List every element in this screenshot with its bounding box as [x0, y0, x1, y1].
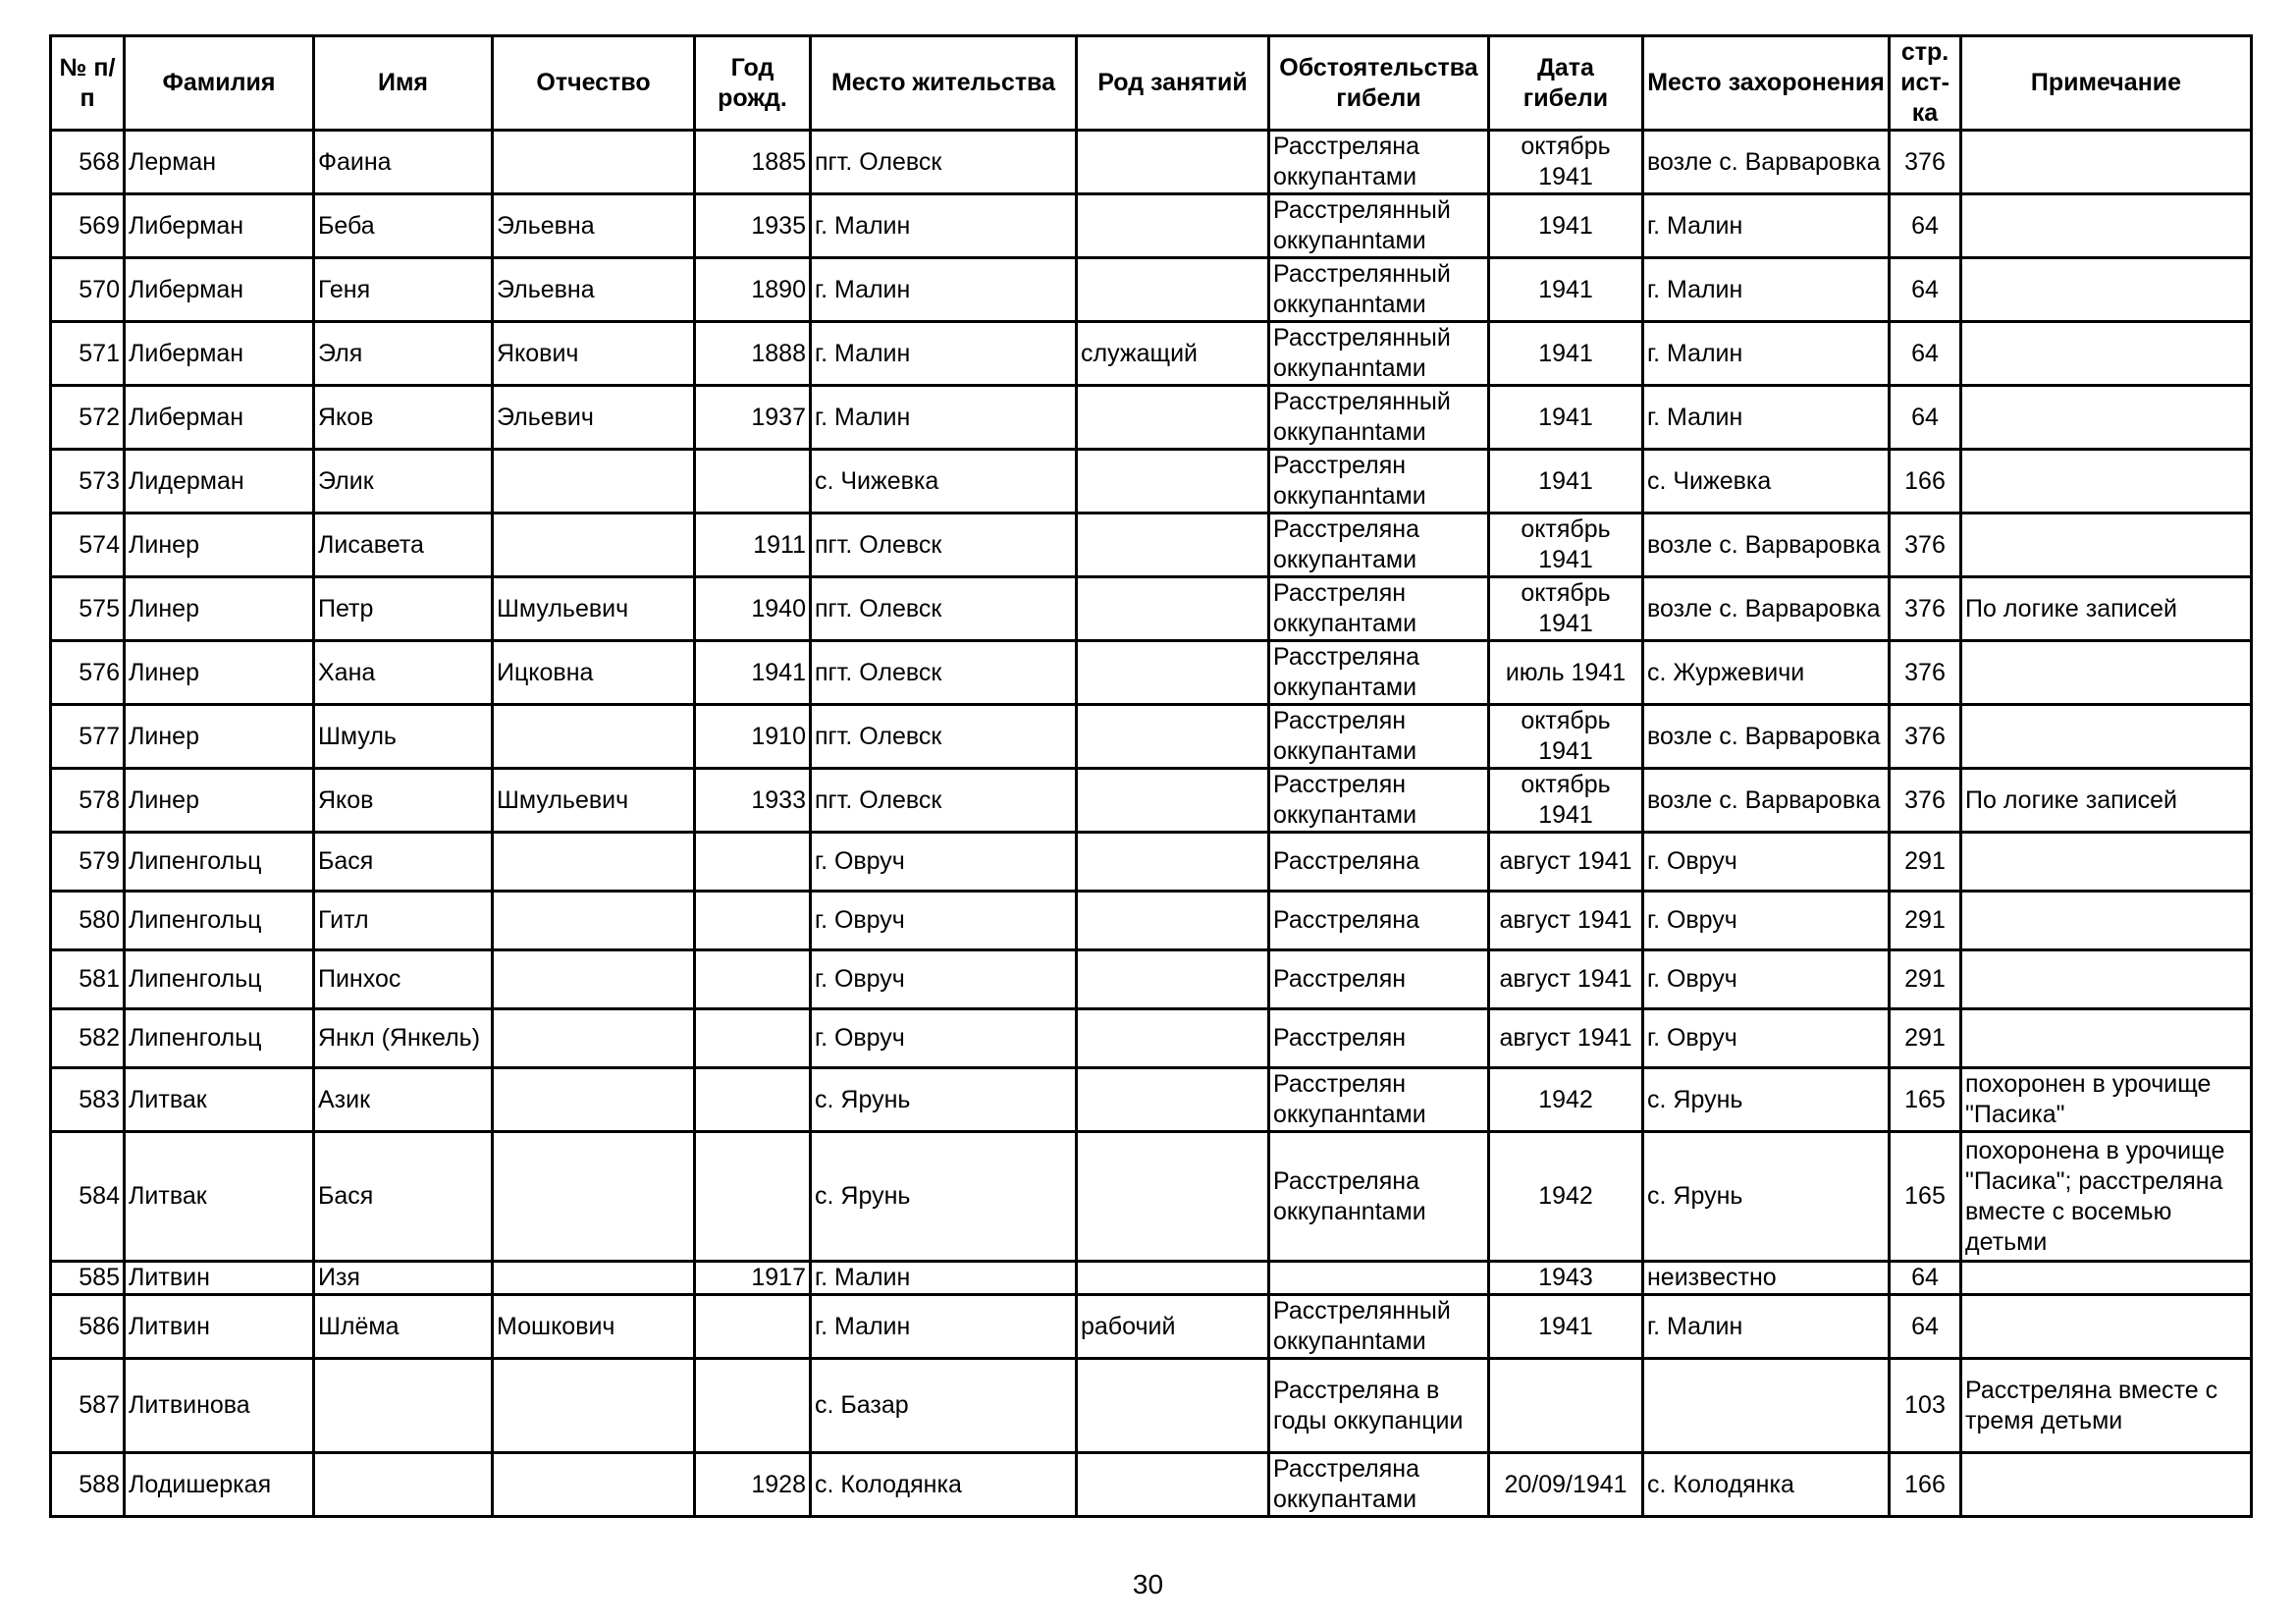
- table-row: [51, 322, 2252, 386]
- cell-circumstances: Расстреляна оккупанntами: [1269, 1132, 1489, 1262]
- cell-note: Расстреляна вместе с тремя детьми: [1961, 1359, 2252, 1453]
- table-row: [51, 577, 2252, 641]
- cell-date: 1941: [1489, 258, 1643, 322]
- cell-residence: пгт. Олевск: [811, 705, 1077, 769]
- table-row: [51, 705, 2252, 769]
- cell-date: октябрь 1941: [1489, 705, 1643, 769]
- cell-circumstances: Расстрелян оккупанntами: [1269, 1068, 1489, 1132]
- cell-note: [1961, 131, 2252, 194]
- cell-residence: г. Овруч: [811, 833, 1077, 892]
- cell-patronymic: Ицковна: [493, 641, 695, 705]
- cell-occupation: [1077, 1068, 1269, 1132]
- cell-occupation: [1077, 641, 1269, 705]
- cell-patronymic: [493, 950, 695, 1009]
- cell-name: Изя: [314, 1262, 493, 1295]
- header-burial: Место захоронения: [1643, 36, 1890, 131]
- cell-name: Беба: [314, 194, 493, 258]
- cell-circumstances: Расстрелянный оккупанntами: [1269, 1295, 1489, 1359]
- cell-num: 579: [51, 833, 125, 892]
- cell-surname: Литвак: [125, 1068, 314, 1132]
- cell-name: Элик: [314, 450, 493, 514]
- cell-occupation: [1077, 892, 1269, 950]
- cell-burial: неизвестно: [1643, 1262, 1890, 1295]
- cell-source-page: 376: [1890, 577, 1961, 641]
- cell-burial: возле с. Варваровка: [1643, 769, 1890, 833]
- cell-residence: пгт. Олевск: [811, 514, 1077, 577]
- cell-num: 569: [51, 194, 125, 258]
- table-row: [51, 1359, 2252, 1453]
- cell-year: 1940: [695, 577, 811, 641]
- cell-patronymic: [493, 1262, 695, 1295]
- cell-residence: пгт. Олевск: [811, 769, 1077, 833]
- cell-patronymic: [493, 1009, 695, 1068]
- table-row: [51, 769, 2252, 833]
- cell-residence: с. Базар: [811, 1359, 1077, 1453]
- table-row: [51, 1132, 2252, 1262]
- cell-patronymic: [493, 705, 695, 769]
- cell-note: [1961, 833, 2252, 892]
- table-row: [51, 514, 2252, 577]
- cell-patronymic: [493, 833, 695, 892]
- cell-name: Шлёма: [314, 1295, 493, 1359]
- cell-residence: пгт. Олевск: [811, 641, 1077, 705]
- cell-year: [695, 1068, 811, 1132]
- cell-year: 1937: [695, 386, 811, 450]
- header-circumstances: Обстоятельства гибели: [1269, 36, 1489, 131]
- cell-source-page: 103: [1890, 1359, 1961, 1453]
- cell-occupation: [1077, 450, 1269, 514]
- cell-name: Шмуль: [314, 705, 493, 769]
- table-row: [51, 1453, 2252, 1517]
- cell-note: [1961, 322, 2252, 386]
- cell-residence: с. Ярунь: [811, 1132, 1077, 1262]
- cell-num: 575: [51, 577, 125, 641]
- cell-date: октябрь 1941: [1489, 131, 1643, 194]
- cell-num: 582: [51, 1009, 125, 1068]
- cell-circumstances: Расстреляна: [1269, 833, 1489, 892]
- cell-num: 585: [51, 1262, 125, 1295]
- cell-burial: г. Малин: [1643, 194, 1890, 258]
- cell-date: октябрь 1941: [1489, 514, 1643, 577]
- cell-residence: г. Малин: [811, 322, 1077, 386]
- cell-residence: с. Чижевка: [811, 450, 1077, 514]
- cell-surname: Линер: [125, 641, 314, 705]
- cell-source-page: 64: [1890, 1262, 1961, 1295]
- cell-burial: возле с. Варваровка: [1643, 131, 1890, 194]
- cell-date: август 1941: [1489, 950, 1643, 1009]
- cell-date: 1942: [1489, 1068, 1643, 1132]
- cell-year: 1941: [695, 641, 811, 705]
- cell-circumstances: Расстреляна оккупантами: [1269, 131, 1489, 194]
- table-row: [51, 386, 2252, 450]
- cell-note: [1961, 1295, 2252, 1359]
- cell-note: [1961, 450, 2252, 514]
- table-row: [51, 833, 2252, 892]
- cell-patronymic: [493, 131, 695, 194]
- cell-source-page: 291: [1890, 1009, 1961, 1068]
- cell-circumstances: Расстрелянный оккупанntами: [1269, 258, 1489, 322]
- table-row: [51, 131, 2252, 194]
- cell-note: [1961, 194, 2252, 258]
- table-row: [51, 641, 2252, 705]
- cell-surname: Литвак: [125, 1132, 314, 1262]
- cell-circumstances: Расстрелян: [1269, 1009, 1489, 1068]
- cell-residence: г. Малин: [811, 194, 1077, 258]
- cell-burial: [1643, 1359, 1890, 1453]
- cell-burial: возле с. Варваровка: [1643, 577, 1890, 641]
- cell-num: 584: [51, 1132, 125, 1262]
- cell-source-page: 64: [1890, 258, 1961, 322]
- header-patronymic: Отчество: [493, 36, 695, 131]
- cell-source-page: 165: [1890, 1132, 1961, 1262]
- cell-patronymic: Эльевна: [493, 258, 695, 322]
- header-occupation: Род занятий: [1077, 36, 1269, 131]
- cell-source-page: 376: [1890, 514, 1961, 577]
- header-year: Год рожд.: [695, 36, 811, 131]
- header-residence: Место жительства: [811, 36, 1077, 131]
- cell-note: похоронена в урочище "Пасика"; расстреляна вместе с восемью детьми: [1961, 1132, 2252, 1262]
- cell-patronymic: [493, 1132, 695, 1262]
- cell-source-page: 291: [1890, 950, 1961, 1009]
- table-row: [51, 1262, 2252, 1295]
- cell-surname: Литвинова: [125, 1359, 314, 1453]
- cell-surname: Лидерман: [125, 450, 314, 514]
- cell-residence: пгт. Олевск: [811, 577, 1077, 641]
- cell-date: 1942: [1489, 1132, 1643, 1262]
- header-surname: Фамилия: [125, 36, 314, 131]
- cell-name: [314, 1359, 493, 1453]
- table-row: [51, 194, 2252, 258]
- cell-note: По логике записей: [1961, 577, 2252, 641]
- header-num: № п/п: [51, 36, 125, 131]
- cell-num: 586: [51, 1295, 125, 1359]
- cell-num: 578: [51, 769, 125, 833]
- cell-source-page: 64: [1890, 322, 1961, 386]
- cell-circumstances: Расстрелян оккупантами: [1269, 577, 1489, 641]
- cell-surname: Липенгольц: [125, 950, 314, 1009]
- cell-residence: г. Овруч: [811, 1009, 1077, 1068]
- cell-year: 1885: [695, 131, 811, 194]
- cell-circumstances: Расстрелянный оккупанntами: [1269, 322, 1489, 386]
- cell-year: [695, 950, 811, 1009]
- cell-patronymic: [493, 1453, 695, 1517]
- cell-year: 1888: [695, 322, 811, 386]
- cell-occupation: [1077, 1009, 1269, 1068]
- cell-circumstances: Расстрелян оккупантами: [1269, 769, 1489, 833]
- cell-year: [695, 1295, 811, 1359]
- cell-name: Хана: [314, 641, 493, 705]
- cell-patronymic: [493, 514, 695, 577]
- cell-year: [695, 833, 811, 892]
- cell-name: [314, 1453, 493, 1517]
- cell-patronymic: Шмульевич: [493, 577, 695, 641]
- cell-note: [1961, 514, 2252, 577]
- cell-source-page: 166: [1890, 1453, 1961, 1517]
- cell-name: Геня: [314, 258, 493, 322]
- cell-circumstances: Расстрелянный оккупанntами: [1269, 386, 1489, 450]
- cell-occupation: [1077, 131, 1269, 194]
- cell-num: 576: [51, 641, 125, 705]
- cell-date: октябрь 1941: [1489, 769, 1643, 833]
- cell-year: 1911: [695, 514, 811, 577]
- cell-circumstances: Расстрелян: [1269, 950, 1489, 1009]
- cell-source-page: 291: [1890, 833, 1961, 892]
- cell-occupation: [1077, 1453, 1269, 1517]
- cell-surname: Либерман: [125, 322, 314, 386]
- cell-date: [1489, 1359, 1643, 1453]
- cell-year: 1917: [695, 1262, 811, 1295]
- header-date: Дата гибели: [1489, 36, 1643, 131]
- cell-note: [1961, 1262, 2252, 1295]
- cell-source-page: 64: [1890, 194, 1961, 258]
- cell-occupation: [1077, 950, 1269, 1009]
- cell-source-page: 165: [1890, 1068, 1961, 1132]
- cell-source-page: 64: [1890, 386, 1961, 450]
- cell-year: 1910: [695, 705, 811, 769]
- cell-year: [695, 1132, 811, 1262]
- cell-source-page: 64: [1890, 1295, 1961, 1359]
- cell-num: 588: [51, 1453, 125, 1517]
- cell-surname: Липенгольц: [125, 833, 314, 892]
- cell-num: 571: [51, 322, 125, 386]
- cell-num: 572: [51, 386, 125, 450]
- table-row: [51, 258, 2252, 322]
- cell-name: Пинхос: [314, 950, 493, 1009]
- cell-date: 1941: [1489, 450, 1643, 514]
- cell-num: 568: [51, 131, 125, 194]
- table-row: [51, 950, 2252, 1009]
- cell-name: Азик: [314, 1068, 493, 1132]
- cell-num: 583: [51, 1068, 125, 1132]
- cell-source-page: 376: [1890, 641, 1961, 705]
- cell-burial: возле с. Варваровка: [1643, 705, 1890, 769]
- cell-note: [1961, 1009, 2252, 1068]
- cell-circumstances: Расстреляна оккупантами: [1269, 641, 1489, 705]
- cell-occupation: [1077, 1359, 1269, 1453]
- victims-table: [49, 34, 2253, 1518]
- cell-surname: Липенгольц: [125, 892, 314, 950]
- cell-surname: Липенгольц: [125, 1009, 314, 1068]
- cell-surname: Линер: [125, 705, 314, 769]
- cell-circumstances: Расстрелянный оккупанntами: [1269, 194, 1489, 258]
- cell-patronymic: Мошкович: [493, 1295, 695, 1359]
- cell-occupation: [1077, 514, 1269, 577]
- cell-name: Бася: [314, 1132, 493, 1262]
- cell-burial: с. Ярунь: [1643, 1068, 1890, 1132]
- cell-surname: Либерман: [125, 386, 314, 450]
- cell-source-page: 376: [1890, 769, 1961, 833]
- cell-date: август 1941: [1489, 892, 1643, 950]
- table-body: [51, 131, 2252, 1517]
- cell-circumstances: Расстреляна: [1269, 892, 1489, 950]
- cell-note: [1961, 950, 2252, 1009]
- cell-patronymic: [493, 1068, 695, 1132]
- cell-occupation: [1077, 577, 1269, 641]
- table-row: [51, 1295, 2252, 1359]
- cell-source-page: 291: [1890, 892, 1961, 950]
- cell-burial: возле с. Варваровка: [1643, 514, 1890, 577]
- cell-note: По логике записей: [1961, 769, 2252, 833]
- cell-note: [1961, 705, 2252, 769]
- cell-burial: с. Журжевичи: [1643, 641, 1890, 705]
- cell-patronymic: Эльевич: [493, 386, 695, 450]
- cell-source-page: 166: [1890, 450, 1961, 514]
- cell-note: [1961, 1453, 2252, 1517]
- cell-residence: г. Малин: [811, 1262, 1077, 1295]
- cell-burial: г. Овруч: [1643, 950, 1890, 1009]
- cell-surname: Либерман: [125, 258, 314, 322]
- cell-num: 574: [51, 514, 125, 577]
- cell-circumstances: Расстрелян оккупантами: [1269, 705, 1489, 769]
- cell-residence: с. Колодянка: [811, 1453, 1077, 1517]
- cell-note: [1961, 258, 2252, 322]
- cell-date: 1943: [1489, 1262, 1643, 1295]
- cell-source-page: 376: [1890, 131, 1961, 194]
- header-name: Имя: [314, 36, 493, 131]
- cell-year: 1890: [695, 258, 811, 322]
- cell-year: 1935: [695, 194, 811, 258]
- cell-year: [695, 892, 811, 950]
- cell-circumstances: Расстреляна оккупантами: [1269, 514, 1489, 577]
- cell-residence: г. Овруч: [811, 892, 1077, 950]
- cell-residence: г. Малин: [811, 1295, 1077, 1359]
- cell-date: август 1941: [1489, 1009, 1643, 1068]
- cell-occupation: служащий: [1077, 322, 1269, 386]
- cell-surname: Линер: [125, 514, 314, 577]
- cell-surname: Либерман: [125, 194, 314, 258]
- cell-date: 1941: [1489, 1295, 1643, 1359]
- cell-num: 587: [51, 1359, 125, 1453]
- cell-year: 1933: [695, 769, 811, 833]
- cell-name: Бася: [314, 833, 493, 892]
- cell-burial: с. Чижевка: [1643, 450, 1890, 514]
- cell-note: [1961, 386, 2252, 450]
- cell-patronymic: Якович: [493, 322, 695, 386]
- cell-note: похоронен в урочище "Пасика": [1961, 1068, 2252, 1132]
- cell-date: июль 1941: [1489, 641, 1643, 705]
- cell-patronymic: Шмульевич: [493, 769, 695, 833]
- cell-name: Эля: [314, 322, 493, 386]
- cell-date: 1941: [1489, 386, 1643, 450]
- cell-circumstances: Расстреляна оккупантами: [1269, 1453, 1489, 1517]
- cell-circumstances: [1269, 1262, 1489, 1295]
- cell-occupation: [1077, 194, 1269, 258]
- cell-year: 1928: [695, 1453, 811, 1517]
- cell-name: Гитл: [314, 892, 493, 950]
- cell-circumstances: Расстрелян оккупанntами: [1269, 450, 1489, 514]
- cell-patronymic: Эльевна: [493, 194, 695, 258]
- cell-patronymic: [493, 892, 695, 950]
- cell-occupation: [1077, 833, 1269, 892]
- cell-occupation: [1077, 705, 1269, 769]
- cell-patronymic: [493, 450, 695, 514]
- cell-date: 1941: [1489, 194, 1643, 258]
- cell-year: [695, 450, 811, 514]
- cell-occupation: [1077, 258, 1269, 322]
- cell-burial: г. Малин: [1643, 258, 1890, 322]
- cell-burial: с. Колодянка: [1643, 1453, 1890, 1517]
- cell-surname: Литвин: [125, 1262, 314, 1295]
- cell-patronymic: [493, 1359, 695, 1453]
- cell-residence: пгт. Олевск: [811, 131, 1077, 194]
- cell-surname: Лерман: [125, 131, 314, 194]
- table-row: [51, 892, 2252, 950]
- cell-burial: г. Малин: [1643, 322, 1890, 386]
- table-row: [51, 1068, 2252, 1132]
- cell-surname: Лодишеркая: [125, 1453, 314, 1517]
- cell-occupation: [1077, 1132, 1269, 1262]
- cell-num: 573: [51, 450, 125, 514]
- header-row: [51, 36, 2252, 131]
- table-row: [51, 1009, 2252, 1068]
- cell-burial: с. Ярунь: [1643, 1132, 1890, 1262]
- cell-occupation: рабочий: [1077, 1295, 1269, 1359]
- header-note: Примечание: [1961, 36, 2252, 131]
- cell-name: Янкл (Янкель): [314, 1009, 493, 1068]
- cell-occupation: [1077, 769, 1269, 833]
- cell-residence: с. Ярунь: [811, 1068, 1077, 1132]
- cell-circumstances: Расстреляна в годы оккупанции: [1269, 1359, 1489, 1453]
- cell-occupation: [1077, 386, 1269, 450]
- cell-burial: г. Овруч: [1643, 833, 1890, 892]
- cell-surname: Литвин: [125, 1295, 314, 1359]
- cell-date: октябрь 1941: [1489, 577, 1643, 641]
- cell-num: 570: [51, 258, 125, 322]
- cell-surname: Линер: [125, 769, 314, 833]
- page-number: 30: [1132, 1569, 1164, 1599]
- cell-name: Петр: [314, 577, 493, 641]
- cell-source-page: 376: [1890, 705, 1961, 769]
- cell-date: 20/09/1941: [1489, 1453, 1643, 1517]
- cell-year: [695, 1359, 811, 1453]
- cell-residence: г. Малин: [811, 258, 1077, 322]
- cell-date: 1941: [1489, 322, 1643, 386]
- cell-num: 581: [51, 950, 125, 1009]
- header-source-page: стр. ист-ка: [1890, 36, 1961, 131]
- cell-burial: г. Овруч: [1643, 1009, 1890, 1068]
- cell-burial: г. Овруч: [1643, 892, 1890, 950]
- table-row: [51, 450, 2252, 514]
- cell-note: [1961, 641, 2252, 705]
- cell-year: [695, 1009, 811, 1068]
- cell-occupation: [1077, 1262, 1269, 1295]
- cell-burial: г. Малин: [1643, 1295, 1890, 1359]
- cell-name: Фаина: [314, 131, 493, 194]
- cell-date: август 1941: [1489, 833, 1643, 892]
- cell-residence: г. Малин: [811, 386, 1077, 450]
- cell-name: Лисавета: [314, 514, 493, 577]
- cell-name: Яков: [314, 769, 493, 833]
- cell-num: 580: [51, 892, 125, 950]
- cell-name: Яков: [314, 386, 493, 450]
- cell-note: [1961, 892, 2252, 950]
- cell-num: 577: [51, 705, 125, 769]
- cell-residence: г. Овруч: [811, 950, 1077, 1009]
- cell-burial: г. Малин: [1643, 386, 1890, 450]
- cell-surname: Линер: [125, 577, 314, 641]
